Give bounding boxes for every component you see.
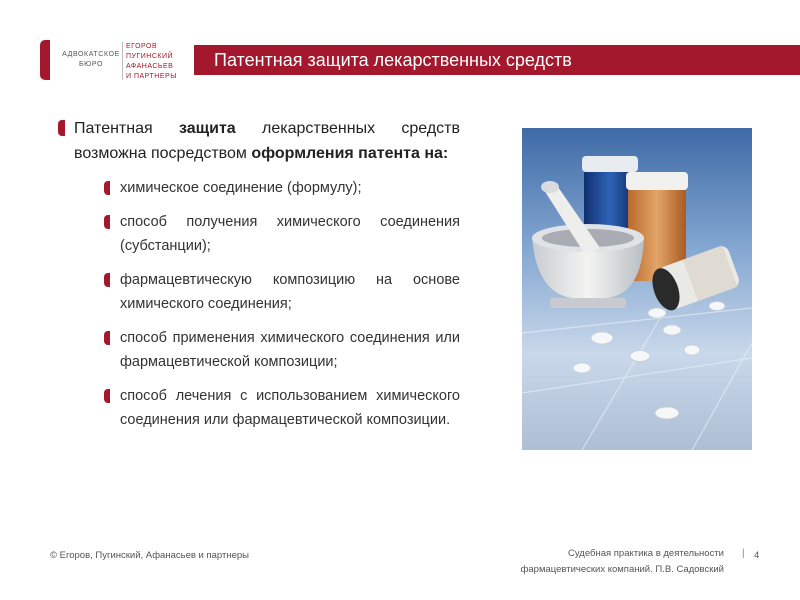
bullet-icon bbox=[58, 120, 65, 136]
bullet-icon bbox=[104, 181, 110, 195]
slide-title: Патентная защита лекарственных средств bbox=[214, 50, 572, 70]
footer-separator: | bbox=[742, 548, 745, 559]
page-number: 4 bbox=[754, 550, 760, 561]
list-item: способ лечения с использованием химического соединения или фармацевтической композиции. bbox=[104, 384, 460, 432]
title-bar bbox=[194, 45, 800, 75]
sub-bullet-list bbox=[56, 176, 460, 432]
bullet-icon bbox=[104, 273, 110, 287]
bullet-icon bbox=[104, 215, 110, 229]
logo-mark-icon bbox=[40, 40, 50, 80]
logo-divider bbox=[122, 42, 123, 80]
list-item: способ получения химического соединения (субстанции); bbox=[104, 210, 460, 258]
list-item: способ применения химического соединения или фармацевтической композиции; bbox=[104, 326, 460, 374]
slide-content bbox=[56, 116, 460, 442]
bullet-icon bbox=[104, 331, 110, 345]
mortar-pestle-pills-photo bbox=[522, 128, 752, 450]
main-bullet: Патентная защита лекарственных средств возможна посредством оформления патента на: bbox=[56, 116, 460, 166]
list-item: химическое соединение (формулу); bbox=[104, 176, 460, 200]
bullet-icon bbox=[104, 389, 110, 403]
logo-left-text: АДВОКАТСКОЕ БЮРО bbox=[62, 51, 120, 68]
footer-presentation-info: Судебная практика в деятельности фармацевтических компаний. П.В. Садовский bbox=[520, 548, 724, 575]
logo-right-text: ЕГОРОВ ПУГИНСКИЙ АФАНАСЬЕВ И ПАРТНЕРЫ bbox=[126, 43, 177, 80]
footer-copyright: © Егоров, Пугинский, Афанасьев и партнеры bbox=[50, 550, 249, 561]
company-logo bbox=[36, 38, 186, 82]
list-item: фармацевтическую композицию на основе химического соединения; bbox=[104, 268, 460, 316]
